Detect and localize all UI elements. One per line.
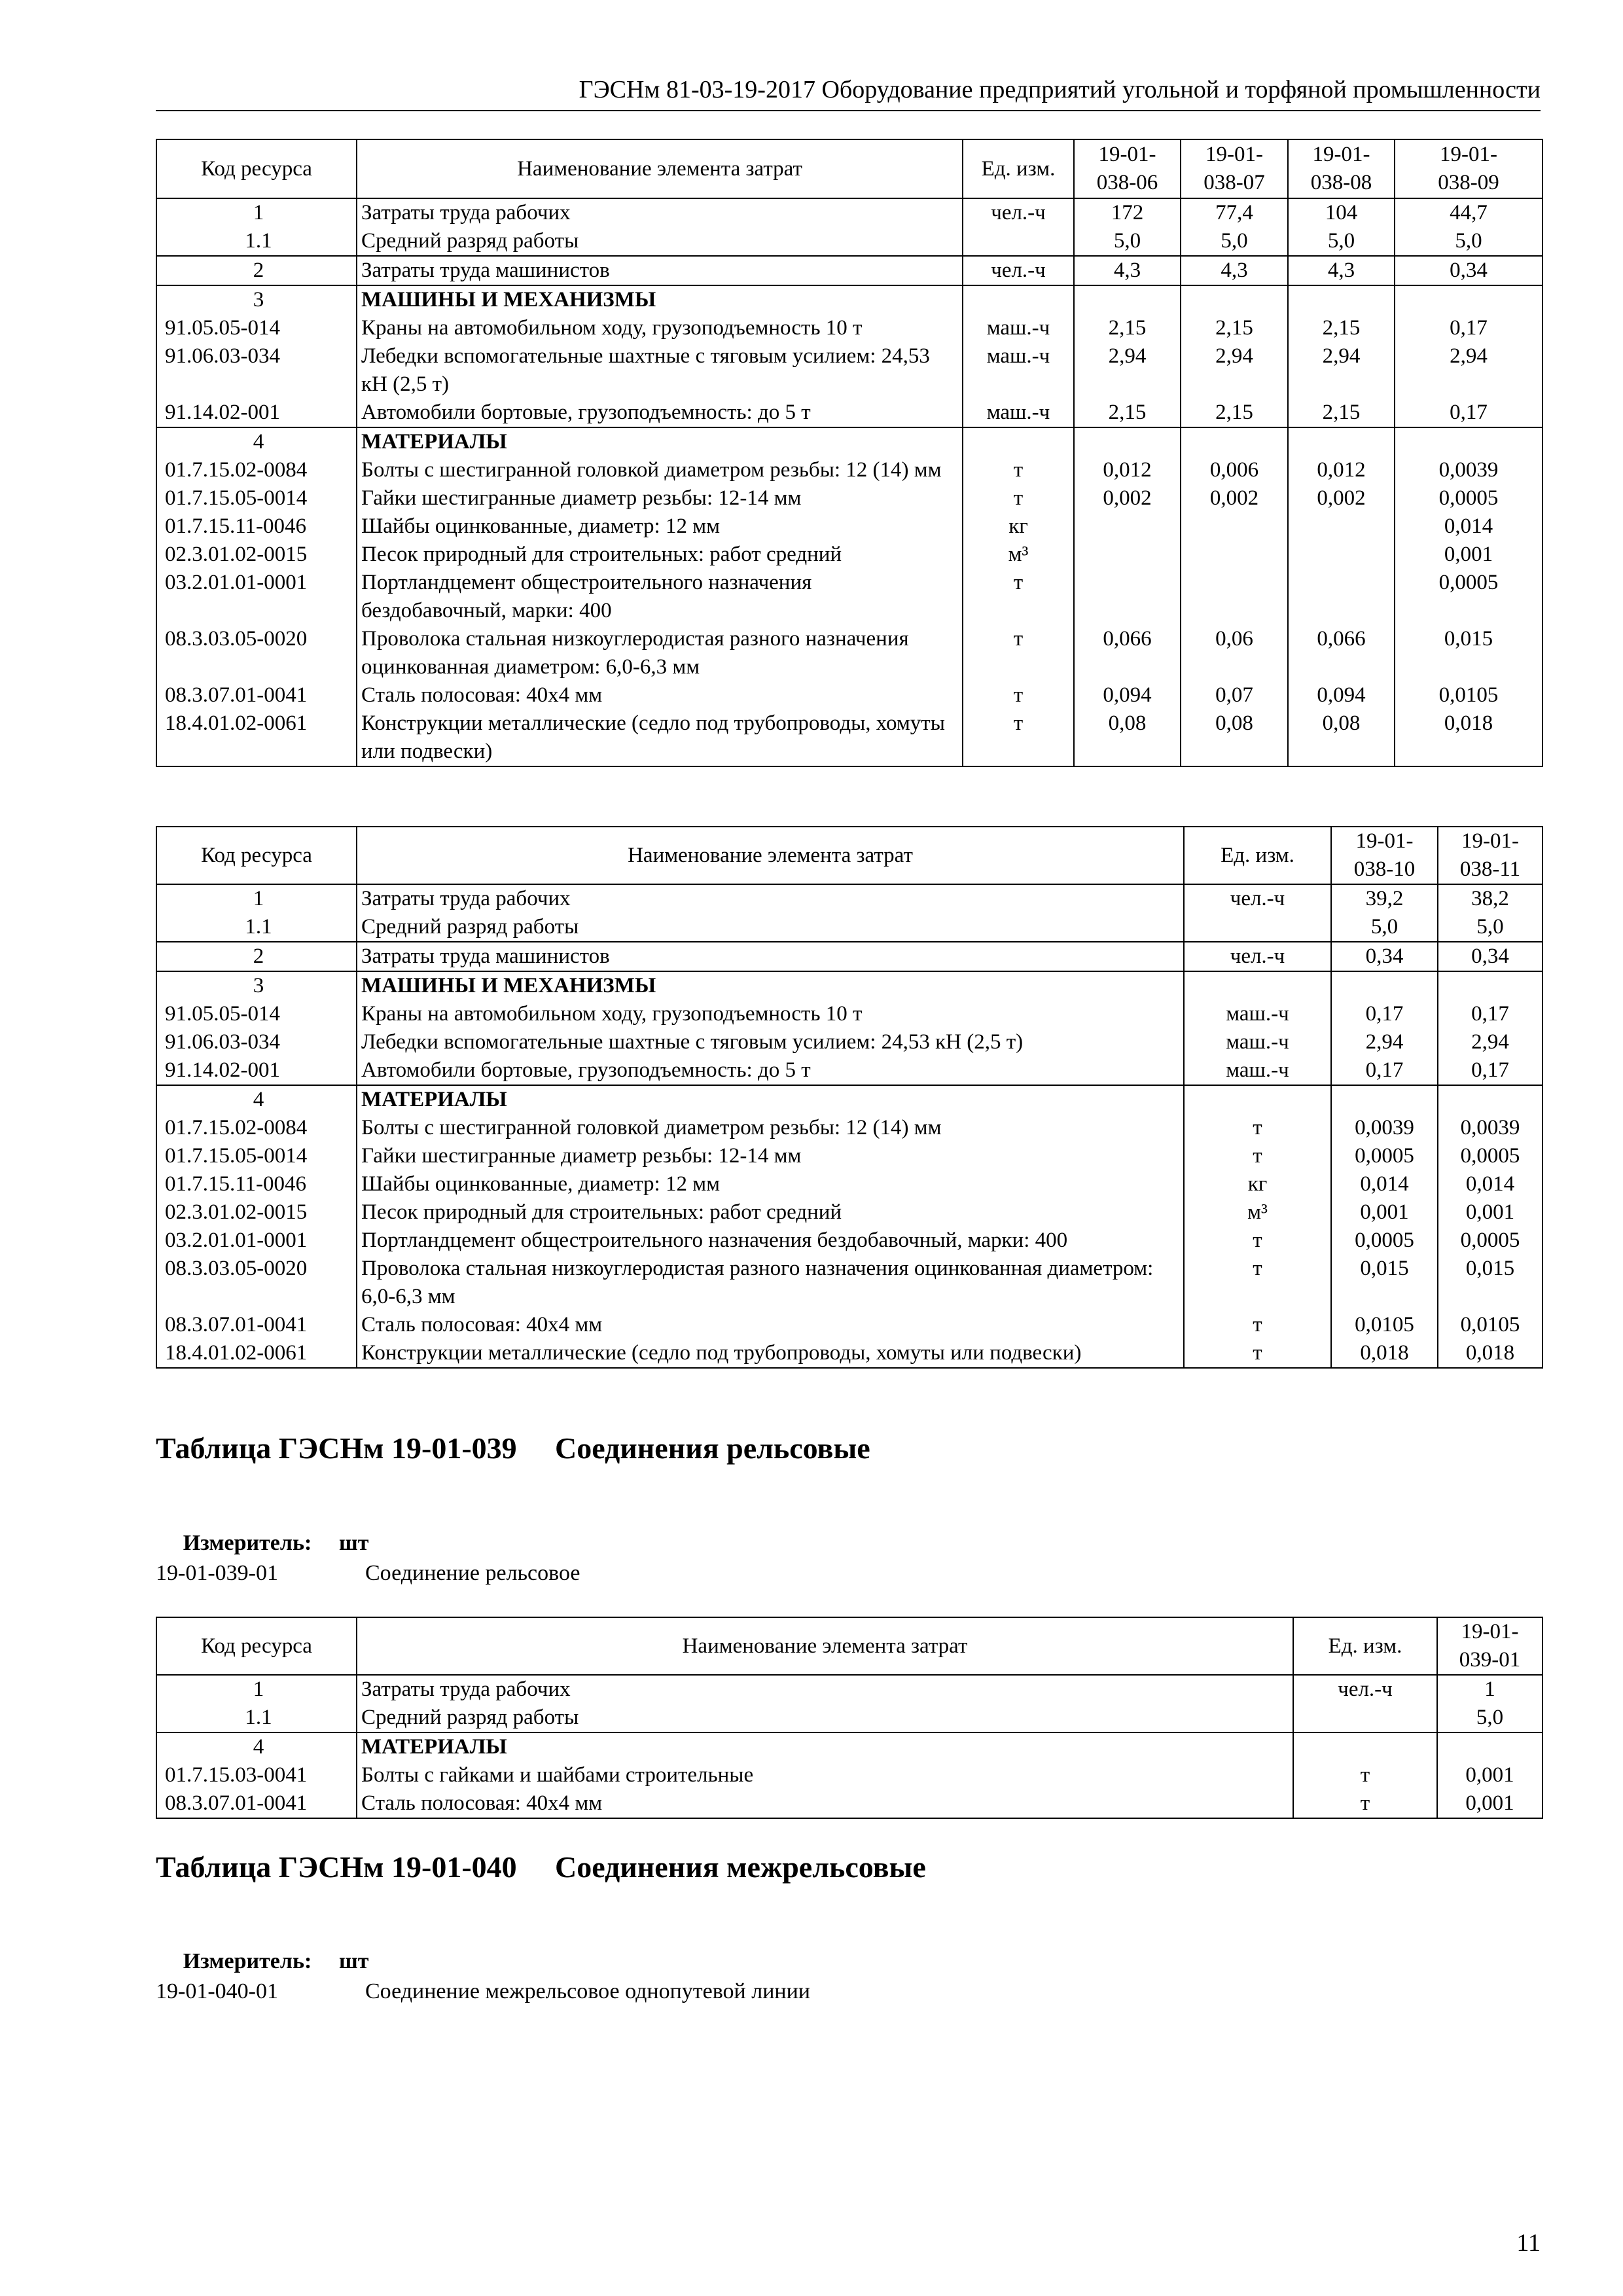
resource-name: Сталь полосовая: 40х4 мм [357, 681, 963, 709]
resource-value: 2,94 [1331, 1028, 1438, 1056]
resource-value: 0,08 [1074, 709, 1181, 766]
resource-value [1288, 541, 1395, 569]
measure-label: Измеритель: [183, 1531, 312, 1555]
resource-value: 38,2 [1438, 884, 1543, 913]
table-row [156, 1789, 1543, 1818]
header-norm-code: 19-01- 038-11 [1438, 827, 1543, 884]
resource-unit: т [963, 681, 1074, 709]
measure-label: Измеритель: [183, 1949, 312, 1973]
resource-code: 2 [156, 256, 357, 285]
header-norm-code: 19-01- 038-06 [1074, 139, 1181, 198]
resource-code: 18.4.01.02-0061 [156, 1339, 357, 1368]
resource-name: Сталь полосовая: 40х4 мм [357, 1789, 1293, 1818]
resource-table-038-06-09 [156, 139, 1543, 767]
resource-unit: чел.-ч [1293, 1675, 1437, 1704]
resource-value: 0,17 [1395, 399, 1543, 427]
resource-value: 0,014 [1395, 512, 1543, 541]
resource-value: 0,012 [1288, 456, 1395, 484]
resource-value: 0,001 [1395, 541, 1543, 569]
resource-value: 0,0039 [1331, 1114, 1438, 1142]
table-row [156, 1227, 1543, 1255]
resource-code: 01.7.15.11-0046 [156, 1170, 357, 1198]
resource-unit: т [1184, 1311, 1331, 1339]
resource-name: Автомобили бортовые, грузоподъемность: до 5 т [357, 399, 963, 427]
resource-name: МАТЕРИАЛЫ [357, 1732, 1293, 1761]
table-row [156, 541, 1543, 569]
resource-unit [963, 285, 1074, 314]
resource-code: 01.7.15.11-0046 [156, 512, 357, 541]
resource-code: 02.3.01.02-0015 [156, 1198, 357, 1227]
resource-name: Портландцемент общестроительного назначения бездобавочный, марки: 400 [357, 569, 963, 625]
table-row [156, 681, 1543, 709]
resource-unit: т [963, 484, 1074, 512]
resource-name: Песок природный для строительных: работ средний [357, 541, 963, 569]
resource-name: Лебедки вспомогательные шахтные с тяговым усилием: 24,53 кН (2,5 т) [357, 342, 963, 399]
resource-value [1331, 971, 1438, 1000]
resource-value: 2,15 [1288, 314, 1395, 342]
resource-value: 0,34 [1438, 942, 1543, 971]
resource-value: 2,15 [1181, 399, 1288, 427]
resource-unit: маш.-ч [1184, 1028, 1331, 1056]
resource-value: 0,07 [1181, 681, 1288, 709]
header-unit: Ед. изм. [1293, 1617, 1437, 1675]
resource-value: 0,001 [1331, 1198, 1438, 1227]
resource-code: 01.7.15.05-0014 [156, 1142, 357, 1170]
item-row [156, 1559, 580, 1588]
resource-value [1074, 541, 1181, 569]
resource-value [1288, 285, 1395, 314]
resource-unit: т [963, 625, 1074, 681]
resource-value: 2,94 [1181, 342, 1288, 399]
table-row [156, 342, 1543, 399]
resource-code: 91.06.03-034 [156, 342, 357, 399]
resource-value: 2,94 [1074, 342, 1181, 399]
page-number: 11 [1516, 2229, 1541, 2257]
resource-value: 0,0105 [1331, 1311, 1438, 1339]
resource-unit: чел.-ч [1184, 942, 1331, 971]
resource-code: 02.3.01.02-0015 [156, 541, 357, 569]
resource-value: 2,15 [1074, 399, 1181, 427]
resource-unit: т [1184, 1339, 1331, 1368]
resource-value: 0,014 [1331, 1170, 1438, 1198]
resource-code: 1.1 [156, 227, 357, 256]
table-row [156, 913, 1543, 942]
resource-name: Затраты труда рабочих [357, 198, 963, 227]
resource-value: 0,0005 [1331, 1142, 1438, 1170]
resource-code: 18.4.01.02-0061 [156, 709, 357, 766]
resource-value: 0,015 [1395, 625, 1543, 681]
table-row [156, 227, 1543, 256]
table-row [156, 456, 1543, 484]
resource-unit: чел.-ч [1184, 884, 1331, 913]
resource-value: 0,018 [1438, 1339, 1543, 1368]
resource-value: 0,0039 [1395, 456, 1543, 484]
resource-code: 03.2.01.01-0001 [156, 569, 357, 625]
header-unit: Ед. изм. [1184, 827, 1331, 884]
table-row [156, 427, 1543, 456]
resource-unit: т [1293, 1761, 1437, 1789]
resource-value: 0,094 [1074, 681, 1181, 709]
header-name: Наименование элемента затрат [357, 1617, 1293, 1675]
resource-value: 0,0039 [1438, 1114, 1543, 1142]
table-name: Соединения межрельсовые [555, 1850, 926, 1884]
resource-value: 0,094 [1288, 681, 1395, 709]
measure-value: шт [339, 1949, 369, 1973]
table-row [156, 625, 1543, 681]
resource-value: 5,0 [1331, 913, 1438, 942]
resource-value: 0,066 [1288, 625, 1395, 681]
resource-value: 0,0105 [1395, 681, 1543, 709]
resource-value: 0,002 [1288, 484, 1395, 512]
table-row [156, 1198, 1543, 1227]
resource-value [1074, 512, 1181, 541]
resource-name: Болты с шестигранной головкой диаметром резьбы: 12 (14) мм [357, 1114, 1184, 1142]
table-row [156, 314, 1543, 342]
resource-unit: маш.-ч [963, 342, 1074, 399]
resource-value: 0,001 [1438, 1198, 1543, 1227]
resource-value: 0,002 [1181, 484, 1288, 512]
resource-value [1181, 541, 1288, 569]
resource-value [1288, 569, 1395, 625]
resource-code: 08.3.03.05-0020 [156, 625, 357, 681]
item-code: 19-01-040-01 [156, 1979, 278, 2003]
header-norm-code: 19-01- 039-01 [1437, 1617, 1543, 1675]
table-row [156, 942, 1543, 971]
resource-name: МАШИНЫ И МЕХАНИЗМЫ [357, 971, 1184, 1000]
resource-unit: чел.-ч [963, 256, 1074, 285]
resource-value: 0,0005 [1331, 1227, 1438, 1255]
resource-name: Проволока стальная низкоуглеродистая разного назначения оцинкованная диаметром: 6,0-6,3 мм [357, 625, 963, 681]
table-row [156, 884, 1543, 913]
table-row [156, 1704, 1543, 1732]
header-name: Наименование элемента затрат [357, 139, 963, 198]
resource-value: 0,34 [1395, 256, 1543, 285]
resource-unit [1184, 971, 1331, 1000]
resource-value: 4,3 [1181, 256, 1288, 285]
resource-code: 08.3.07.01-0041 [156, 1311, 357, 1339]
resource-value [1181, 427, 1288, 456]
header-name: Наименование элемента затрат [357, 827, 1184, 884]
resource-value [1288, 427, 1395, 456]
resource-value: 0,018 [1331, 1339, 1438, 1368]
resource-value: 0,001 [1437, 1761, 1543, 1789]
resource-unit: маш.-ч [963, 314, 1074, 342]
resource-unit [1293, 1732, 1437, 1761]
header-norm-code: 19-01- 038-08 [1288, 139, 1395, 198]
resource-name: Шайбы оцинкованные, диаметр: 12 мм [357, 1170, 1184, 1198]
resource-unit: т [1184, 1227, 1331, 1255]
page-header: ГЭСНм 81-03-19-2017 Оборудование предприятий угольной и торфяной промышленности [156, 73, 1541, 111]
resource-code: 91.05.05-014 [156, 1000, 357, 1028]
resource-value: 0,014 [1438, 1170, 1543, 1198]
table-row [156, 198, 1543, 227]
table-row [156, 1142, 1543, 1170]
table-title-040 [156, 1849, 1137, 1886]
resource-unit: т [963, 569, 1074, 625]
resource-value: 0,34 [1331, 942, 1438, 971]
table-row [156, 399, 1543, 427]
resource-unit: кг [963, 512, 1074, 541]
resource-code: 1 [156, 1675, 357, 1704]
resource-name: Сталь полосовая: 40х4 мм [357, 1311, 1184, 1339]
resource-unit: т [1293, 1789, 1437, 1818]
resource-code: 1.1 [156, 913, 357, 942]
table-row [156, 285, 1543, 314]
table-row [156, 256, 1543, 285]
resource-code: 1 [156, 198, 357, 227]
table-number: Таблица ГЭСНм 19-01-039 [156, 1431, 517, 1465]
resource-value: 2,15 [1288, 399, 1395, 427]
resource-value: 0,08 [1288, 709, 1395, 766]
resource-value [1288, 512, 1395, 541]
resource-value [1395, 427, 1543, 456]
resource-code: 08.3.07.01-0041 [156, 681, 357, 709]
resource-name: Гайки шестигранные диаметр резьбы: 12-14 мм [357, 484, 963, 512]
header-unit: Ед. изм. [963, 139, 1074, 198]
resource-value: 104 [1288, 198, 1395, 227]
resource-name: Лебедки вспомогательные шахтные с тяговым усилием: 24,53 кН (2,5 т) [357, 1028, 1184, 1056]
resource-unit: чел.-ч [963, 198, 1074, 227]
header-norm-code: 19-01- 038-09 [1395, 139, 1543, 198]
resource-value: 1 [1437, 1675, 1543, 1704]
resource-value: 4,3 [1074, 256, 1181, 285]
resource-code: 3 [156, 285, 357, 314]
resource-code: 1 [156, 884, 357, 913]
table-row [156, 1311, 1543, 1339]
resource-name: МАТЕРИАЛЫ [357, 427, 963, 456]
table-row [156, 1056, 1543, 1085]
header-code: Код ресурса [156, 827, 357, 884]
resource-code: 08.3.03.05-0020 [156, 1255, 357, 1311]
resource-value: 0,06 [1181, 625, 1288, 681]
table-row [156, 1761, 1543, 1789]
resource-name: Средний разряд работы [357, 227, 963, 256]
resource-value: 0,17 [1331, 1056, 1438, 1085]
resource-code: 4 [156, 1732, 357, 1761]
table-row [156, 1732, 1543, 1761]
header-code: Код ресурса [156, 139, 357, 198]
resource-value [1181, 285, 1288, 314]
resource-code: 01.7.15.03-0041 [156, 1761, 357, 1789]
header-code: Код ресурса [156, 1617, 357, 1675]
resource-value: 0,015 [1331, 1255, 1438, 1311]
resource-value [1074, 569, 1181, 625]
table-row [156, 1028, 1543, 1056]
resource-value: 4,3 [1288, 256, 1395, 285]
resource-code: 01.7.15.02-0084 [156, 1114, 357, 1142]
resource-code: 08.3.07.01-0041 [156, 1789, 357, 1818]
resource-value: 0,17 [1395, 314, 1543, 342]
table-name: Соединения рельсовые [555, 1431, 870, 1465]
resource-table-039-01 [156, 1617, 1543, 1819]
resource-value: 0,012 [1074, 456, 1181, 484]
resource-unit: т [1184, 1255, 1331, 1311]
resource-value: 5,0 [1074, 227, 1181, 256]
resource-unit [963, 227, 1074, 256]
resource-unit [1293, 1704, 1437, 1732]
resource-name: Затраты труда машинистов [357, 942, 1184, 971]
resource-value [1331, 1085, 1438, 1114]
resource-value: 0,066 [1074, 625, 1181, 681]
table-row [156, 1085, 1543, 1114]
table-row [156, 484, 1543, 512]
resource-value [1074, 427, 1181, 456]
resource-value: 0,002 [1074, 484, 1181, 512]
resource-value [1438, 1085, 1543, 1114]
resource-name: Затраты труда рабочих [357, 884, 1184, 913]
resource-name: МАТЕРИАЛЫ [357, 1085, 1184, 1114]
table-row [156, 1339, 1543, 1368]
resource-code: 91.05.05-014 [156, 314, 357, 342]
resource-value: 0,0105 [1438, 1311, 1543, 1339]
resource-code: 91.06.03-034 [156, 1028, 357, 1056]
table-row [156, 709, 1543, 766]
table-row [156, 1170, 1543, 1198]
resource-unit: м³ [963, 541, 1074, 569]
resource-code: 4 [156, 427, 357, 456]
resource-unit [1184, 913, 1331, 942]
resource-unit: кг [1184, 1170, 1331, 1198]
resource-code: 2 [156, 942, 357, 971]
item-code: 19-01-039-01 [156, 1561, 278, 1585]
resource-name: Портландцемент общестроительного назначения бездобавочный, марки: 400 [357, 1227, 1184, 1255]
resource-name: МАШИНЫ И МЕХАНИЗМЫ [357, 285, 963, 314]
resource-name: Шайбы оцинкованные, диаметр: 12 мм [357, 512, 963, 541]
resource-unit: м³ [1184, 1198, 1331, 1227]
table-row [156, 1000, 1543, 1028]
resource-code: 01.7.15.05-0014 [156, 484, 357, 512]
resource-code: 1.1 [156, 1704, 357, 1732]
resource-value: 0,17 [1438, 1000, 1543, 1028]
resource-value: 5,0 [1438, 913, 1543, 942]
resource-value [1437, 1732, 1543, 1761]
resource-name: Краны на автомобильном ходу, грузоподъемность 10 т [357, 314, 963, 342]
measure-row [156, 1947, 368, 1976]
measure-row [156, 1529, 368, 1558]
table-row [156, 1675, 1543, 1704]
resource-value: 0,17 [1438, 1056, 1543, 1085]
resource-value: 77,4 [1181, 198, 1288, 227]
resource-name: Затраты труда машинистов [357, 256, 963, 285]
resource-value [1074, 285, 1181, 314]
resource-value: 2,94 [1288, 342, 1395, 399]
resource-value: 0,0005 [1395, 569, 1543, 625]
resource-value: 0,08 [1181, 709, 1288, 766]
resource-unit [963, 427, 1074, 456]
resource-unit: маш.-ч [1184, 1000, 1331, 1028]
resource-value: 44,7 [1395, 198, 1543, 227]
resource-code: 03.2.01.01-0001 [156, 1227, 357, 1255]
resource-name: Конструкции металлические (седло под трубопроводы, хомуты или подвески) [357, 709, 963, 766]
resource-code: 91.14.02-001 [156, 1056, 357, 1085]
resource-value: 0,018 [1395, 709, 1543, 766]
resource-value [1181, 512, 1288, 541]
table-title-039 [156, 1430, 1137, 1467]
resource-value [1395, 285, 1543, 314]
resource-name: Средний разряд работы [357, 1704, 1293, 1732]
resource-code: 91.14.02-001 [156, 399, 357, 427]
resource-value: 0,015 [1438, 1255, 1543, 1311]
resource-name: Песок природный для строительных: работ средний [357, 1198, 1184, 1227]
table-number: Таблица ГЭСНм 19-01-040 [156, 1850, 517, 1884]
resource-value: 2,94 [1395, 342, 1543, 399]
resource-value [1438, 971, 1543, 1000]
item-name: Соединение рельсовое [365, 1561, 580, 1585]
measure-value: шт [339, 1531, 369, 1555]
resource-code: 01.7.15.02-0084 [156, 456, 357, 484]
resource-value: 0,0005 [1438, 1142, 1543, 1170]
resource-value: 5,0 [1395, 227, 1543, 256]
table-row [156, 1114, 1543, 1142]
resource-value: 39,2 [1331, 884, 1438, 913]
resource-unit: маш.-ч [963, 399, 1074, 427]
resource-unit: т [1184, 1114, 1331, 1142]
resource-value [1181, 569, 1288, 625]
resource-value: 0,0005 [1395, 484, 1543, 512]
resource-value: 2,15 [1074, 314, 1181, 342]
resource-table-038-10-11 [156, 826, 1543, 1369]
resource-code: 3 [156, 971, 357, 1000]
resource-value: 0,001 [1437, 1789, 1543, 1818]
resource-name: Болты с гайками и шайбами строительные [357, 1761, 1293, 1789]
resource-value: 5,0 [1437, 1704, 1543, 1732]
resource-unit: т [963, 456, 1074, 484]
resource-unit [1184, 1085, 1331, 1114]
header-norm-code: 19-01- 038-10 [1331, 827, 1438, 884]
resource-code: 4 [156, 1085, 357, 1114]
resource-value: 2,15 [1181, 314, 1288, 342]
item-name: Соединение межрельсовое однопутевой линии [365, 1979, 810, 2003]
resource-value: 5,0 [1181, 227, 1288, 256]
resource-unit: т [1184, 1142, 1331, 1170]
header-norm-code: 19-01- 038-07 [1181, 139, 1288, 198]
table-row [156, 569, 1543, 625]
resource-value: 0,17 [1331, 1000, 1438, 1028]
table-row [156, 1255, 1543, 1311]
resource-name: Затраты труда рабочих [357, 1675, 1293, 1704]
resource-name: Конструкции металлические (седло под трубопроводы, хомуты или подвески) [357, 1339, 1184, 1368]
resource-value: 2,94 [1438, 1028, 1543, 1056]
resource-value: 5,0 [1288, 227, 1395, 256]
resource-value: 0,006 [1181, 456, 1288, 484]
resource-name: Гайки шестигранные диаметр резьбы: 12-14 мм [357, 1142, 1184, 1170]
resource-value: 172 [1074, 198, 1181, 227]
resource-unit: т [963, 709, 1074, 766]
resource-name: Болты с шестигранной головкой диаметром резьбы: 12 (14) мм [357, 456, 963, 484]
resource-name: Краны на автомобильном ходу, грузоподъемность 10 т [357, 1000, 1184, 1028]
resource-name: Средний разряд работы [357, 913, 1184, 942]
item-row [156, 1977, 810, 2006]
table-row [156, 512, 1543, 541]
resource-name: Проволока стальная низкоуглеродистая разного назначения оцинкованная диаметром: 6,0-6,3 мм [357, 1255, 1184, 1311]
resource-unit: маш.-ч [1184, 1056, 1331, 1085]
resource-value: 0,0005 [1438, 1227, 1543, 1255]
resource-name: Автомобили бортовые, грузоподъемность: до 5 т [357, 1056, 1184, 1085]
table-row [156, 971, 1543, 1000]
